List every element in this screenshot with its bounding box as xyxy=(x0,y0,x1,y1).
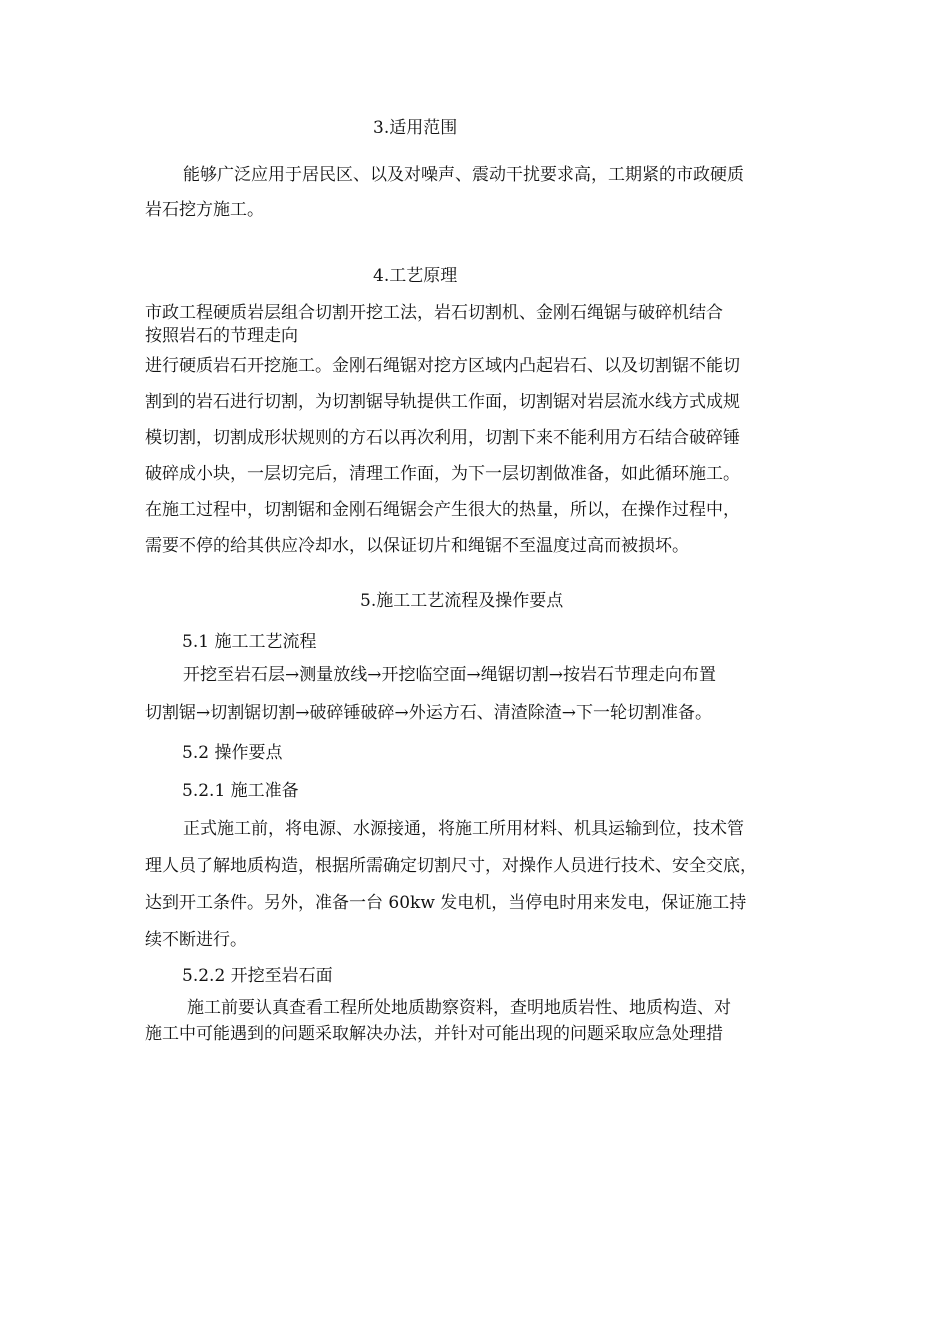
section-5-heading: 5.施工工艺流程及操作要点 xyxy=(360,591,564,611)
section-5-2-1-paragraph xyxy=(145,811,810,959)
section-3-paragraph xyxy=(145,158,810,228)
paragraph-line: 正式施工前，将电源、水源接通，将施工所用材料、机具运输到位，技术管 xyxy=(183,819,744,839)
paragraph-line: 达到开工条件。另外，准备一台 60kw 发电机，当停电时用来发电，保证施工持 xyxy=(145,893,747,913)
paragraph-line: 开挖至岩石层→测量放线→开挖临空面→绳锯切割→按岩石节理走向布置 xyxy=(183,665,716,685)
paragraph-line: 在施工过程中，切割锯和金刚石绳锯会产生很大的热量，所以，在操作过程中， xyxy=(145,500,740,520)
paragraph-line: 进行硬质岩石开挖施工。金刚石绳锯对挖方区域内凸起岩石、以及切割锯不能切 xyxy=(145,356,740,376)
section-5-2-1-heading: 5.2.1 施工准备 xyxy=(182,781,299,801)
paragraph-line: 需要不停的给其供应冷却水，以保证切片和绳锯不至温度过高而被损坏。 xyxy=(145,536,689,556)
paragraph-line: 按照岩石的节理走向 xyxy=(145,326,298,346)
paragraph-line: 施工中可能遇到的问题采取解决办法，并针对可能出现的问题采取应急处理措 xyxy=(145,1024,723,1044)
section-5-1-paragraph xyxy=(145,656,810,732)
paragraph-line: 理人员了解地质构造，根据所需确定切割尺寸，对操作人员进行技术、安全交底， xyxy=(145,856,757,876)
paragraph-line: 切割锯→切割锯切割→破碎锤破碎→外运方石、清渣除渣→下一轮切割准备。 xyxy=(145,703,712,723)
section-5-2-heading: 5.2 操作要点 xyxy=(182,743,283,763)
section-4-intro xyxy=(145,302,810,348)
section-3-heading: 3.适用范围 xyxy=(373,118,458,138)
paragraph-line: 割到的岩石进行切割，为切割锯导轨提供工作面，切割锯对岩层流水线方式成规 xyxy=(145,392,740,412)
section-4-paragraph xyxy=(145,348,810,564)
section-4-heading: 4.工艺原理 xyxy=(373,266,458,286)
paragraph-line: 模切割，切割成形状规则的方石以再次利用，切割下来不能利用方石结合破碎锤 xyxy=(145,428,740,448)
paragraph-line: 破碎成小块，一层切完后，清理工作面，为下一层切割做准备，如此循环施工。 xyxy=(145,464,740,484)
section-5-2-2-heading: 5.2.2 开挖至岩石面 xyxy=(182,966,333,986)
section-5-1-heading: 5.1 施工工艺流程 xyxy=(182,632,317,652)
paragraph-line: 岩石挖方施工。 xyxy=(145,200,264,220)
paragraph-line: 能够广泛应用于居民区、以及对噪声、震动干扰要求高，工期紧的市政硬质 xyxy=(183,165,744,185)
paragraph-line: 续不断进行。 xyxy=(145,930,247,950)
section-5-2-2-paragraph xyxy=(145,995,810,1047)
paragraph-line: 市政工程硬质岩层组合切割开挖工法，岩石切割机、金刚石绳锯与破碎机结合 xyxy=(145,303,723,323)
paragraph-line: 施工前要认真查看工程所处地质勘察资料，查明地质岩性、地质构造、对 xyxy=(187,998,731,1018)
